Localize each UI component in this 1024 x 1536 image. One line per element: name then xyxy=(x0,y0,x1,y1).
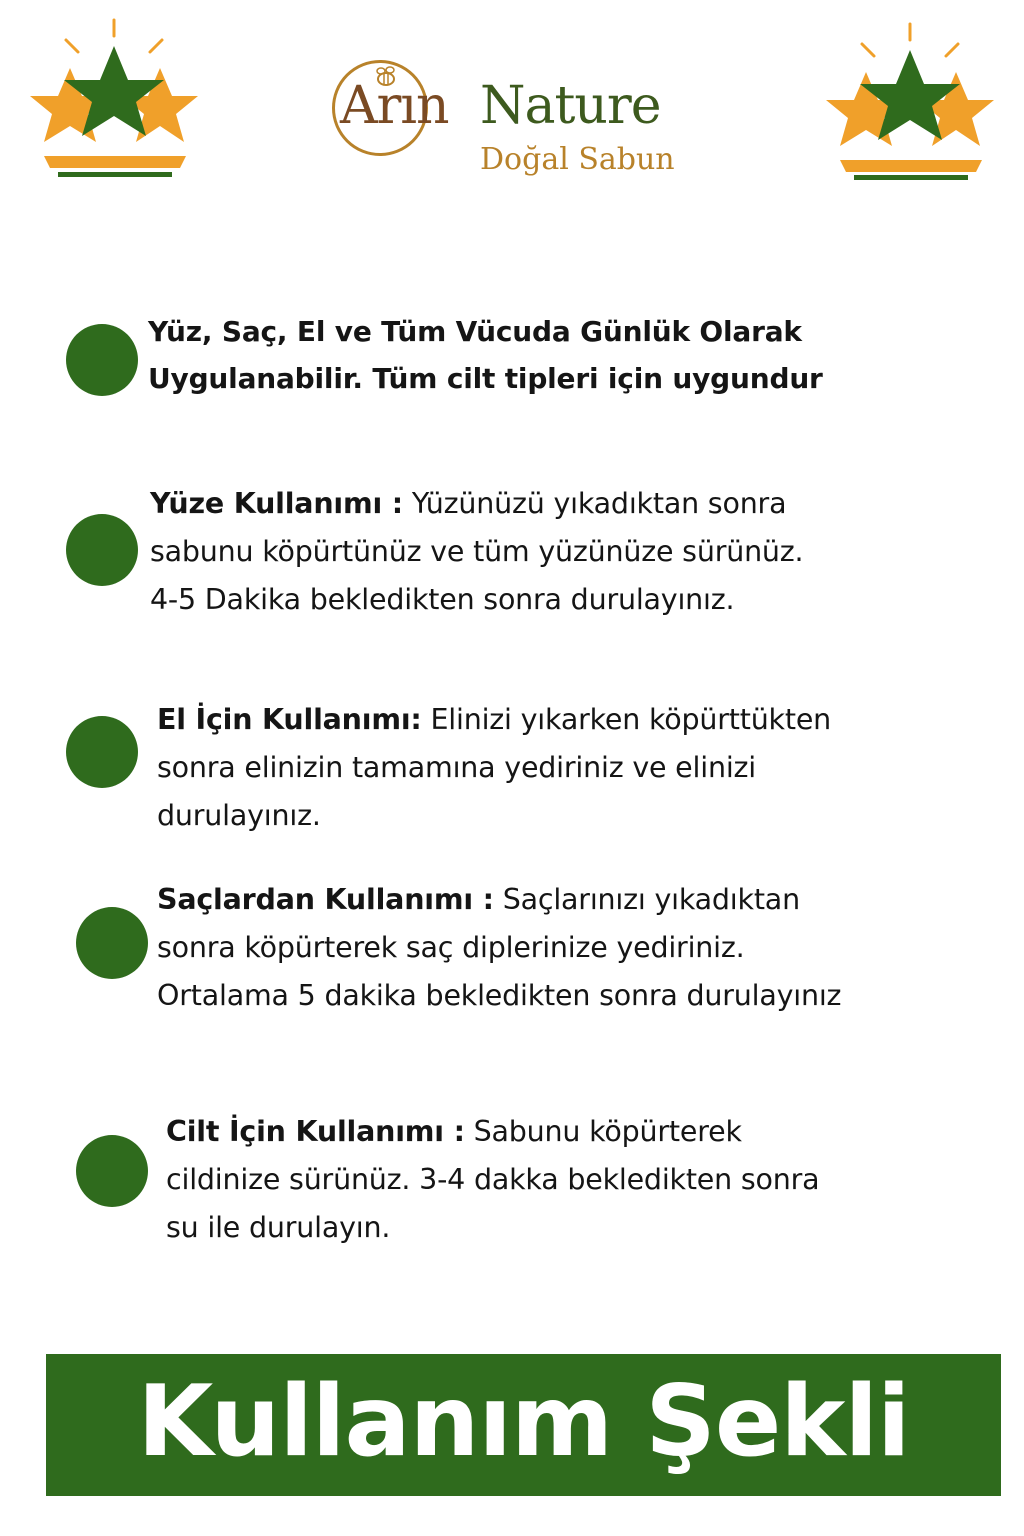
usage-line-1 xyxy=(166,1108,819,1156)
green-circle-icon xyxy=(66,514,138,586)
star-burst-emblem-icon xyxy=(826,18,996,183)
usage-heading: Saçlardan Kullanımı : xyxy=(157,883,494,916)
usage-text xyxy=(157,696,831,840)
footer-title: Kullanım Şekli xyxy=(137,1365,910,1479)
brand-name-part1: Arın xyxy=(340,76,449,136)
green-circle-icon xyxy=(76,1135,148,1207)
green-circle-icon xyxy=(66,324,138,396)
usage-line-1 xyxy=(157,876,841,924)
usage-line-2: sonra elinizin tamamına yediriniz ve elinizi xyxy=(157,751,757,784)
green-circle-icon xyxy=(66,716,138,788)
brand-name-part2: Nature xyxy=(480,76,661,136)
usage-line-1 xyxy=(150,480,803,528)
usage-heading: Cilt İçin Kullanımı : xyxy=(166,1115,465,1148)
usage-line-3: Ortalama 5 dakika bekledikten sonra durulayınız xyxy=(157,979,842,1012)
usage-text xyxy=(157,876,841,1020)
usage-line-3: 4-5 Dakika bekledikten sonra durulayınız. xyxy=(150,583,735,616)
footer-banner xyxy=(46,1354,1001,1496)
intro-text xyxy=(148,308,823,402)
usage-heading: Yüze Kullanımı : xyxy=(150,487,403,520)
star-burst-emblem-icon xyxy=(30,18,200,183)
usage-line-2: cildinize sürünüz. 3-4 dakka bekledikten sonra xyxy=(166,1163,820,1196)
usage-line-1-rest: Yüzünüzü yıkadıktan sonra xyxy=(402,487,787,520)
usage-text xyxy=(150,480,803,624)
usage-line-1-rest: Elinizi yıkarken köpürttükten xyxy=(421,703,832,736)
brand-subtitle: Doğal Sabun xyxy=(480,142,675,177)
usage-text xyxy=(166,1108,819,1252)
usage-line-3: su ile durulayın. xyxy=(166,1211,391,1244)
usage-line-1-rest: Saçlarınızı yıkadıktan xyxy=(493,883,800,916)
intro-line-2: Uygulanabilir. Tüm cilt tipleri için uygundur xyxy=(148,362,823,395)
brand-logo xyxy=(330,58,700,188)
usage-heading: El İçin Kullanımı: xyxy=(157,703,422,736)
intro-line-1: Yüz, Saç, El ve Tüm Vücuda Günlük Olarak xyxy=(148,315,802,348)
usage-line-1-rest: Sabunu köpürterek xyxy=(464,1115,742,1148)
usage-line-2: sabunu köpürtünüz ve tüm yüzünüze sürünüz. xyxy=(150,535,804,568)
usage-line-3: durulayınız. xyxy=(157,799,321,832)
green-circle-icon xyxy=(76,907,148,979)
usage-line-2: sonra köpürterek saç diplerinize yediriniz. xyxy=(157,931,745,964)
usage-line-1 xyxy=(157,696,831,744)
